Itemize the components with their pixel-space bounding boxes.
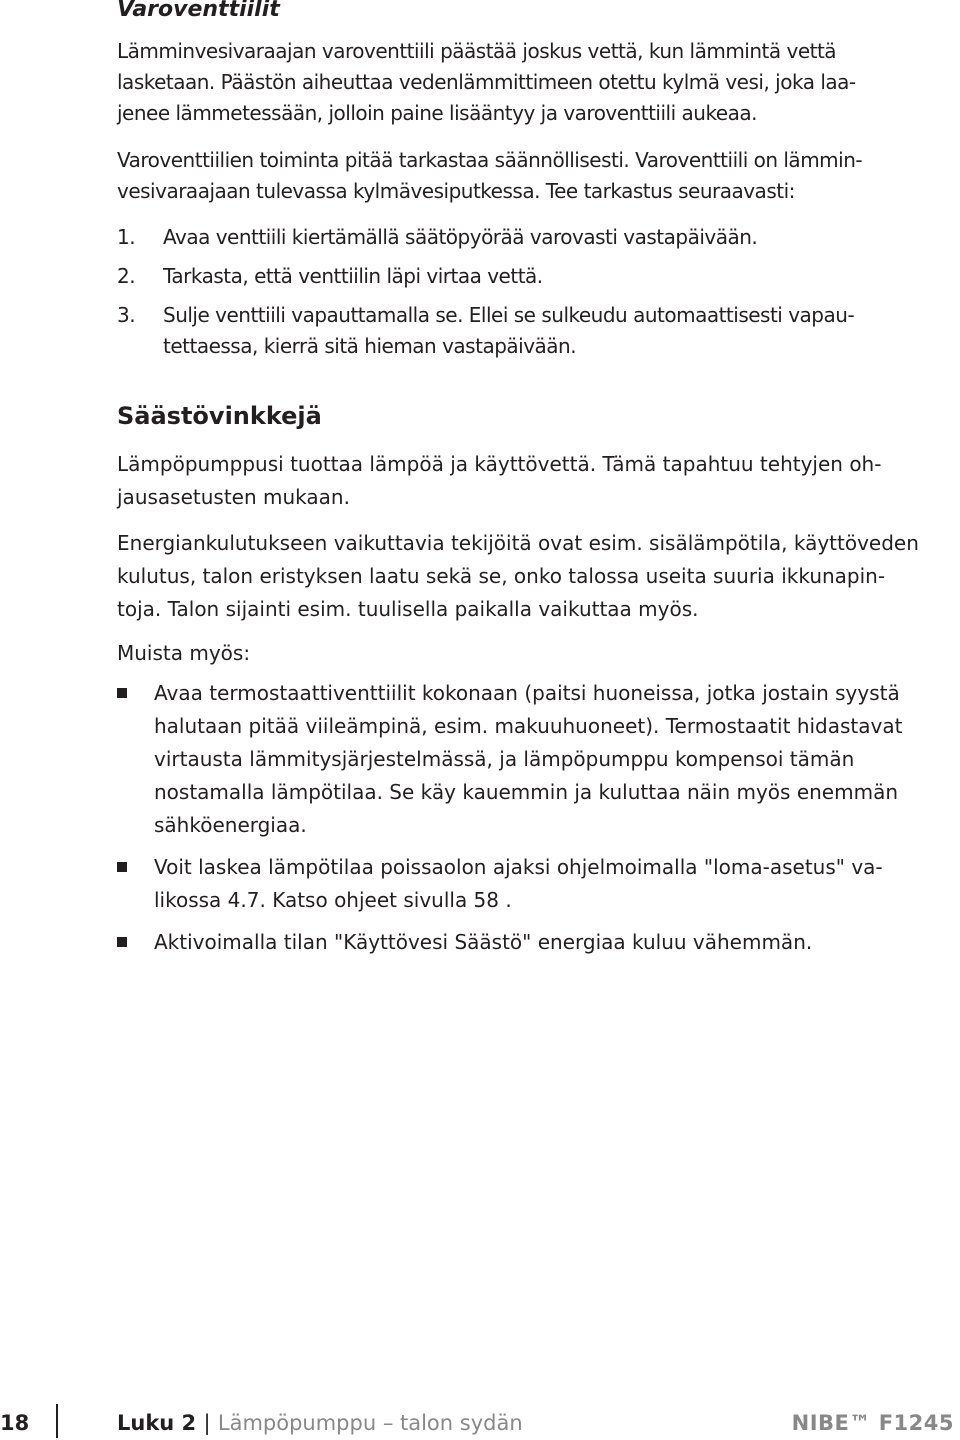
text-line: sähköenergiaa. — [154, 813, 307, 837]
chapter-title: Lämpöpumppu – talon sydän — [217, 1411, 523, 1435]
text-line: vesivaraajaan tulevassa kylmävesiputkessa. Tee tarkastus seuraavasti: — [117, 179, 795, 203]
chapter-label: Luku 2 — [117, 1411, 197, 1435]
list-item — [117, 300, 957, 362]
page-number: 18 — [0, 1411, 30, 1435]
chapter-separator: | — [203, 1411, 211, 1435]
section-heading-saastovinkkeja: Säästövinkkejä — [117, 402, 322, 430]
square-bullet-icon — [117, 937, 127, 947]
paragraph-heat-pump-output — [117, 448, 957, 514]
paragraph-safety-valve-intro — [117, 36, 957, 129]
list-item — [117, 677, 957, 842]
text-line: nostamalla lämpötilaa. Se käy kauemmin ja kuluttaa näin myös enemmän — [154, 780, 898, 804]
list-item-text: Sulje venttiili vapauttamalla se. Ellei se sulkeudu automaattisesti vapau- — [163, 303, 855, 327]
list-number: 1. — [117, 225, 136, 249]
text-line: toja. Talon sijainti esim. tuulisella paikalla vaikuttaa myös. — [117, 597, 699, 621]
text-line: Energiankulutukseen vaikuttavia tekijöitä ovat esim. sisälämpötila, käyttöveden — [117, 531, 919, 555]
text-line: jenee lämmetessään, jolloin paine lisääntyy ja varoventtiili aukeaa. — [117, 101, 757, 125]
list-item-text: Avaa venttiili kiertämällä säätöpyörää varovasti vastapäivään. — [163, 225, 758, 249]
text-line: Voit laskea lämpötilaa poissaolon ajaksi ohjelmoimalla "loma-asetus" va- — [154, 855, 883, 879]
list-item-text: Tarkasta, että venttiilin läpi virtaa vettä. — [163, 264, 543, 288]
square-bullet-icon — [117, 688, 127, 698]
paragraph-safety-valve-check — [117, 145, 957, 207]
text-line: Lämminvesivaraajan varoventtiili päästää joskus vettä, kun lämmintä vettä — [117, 39, 837, 63]
text-line: Varoventtiilien toiminta pitää tarkastaa säännöllisesti. Varoventtiili on lämmin- — [117, 148, 863, 172]
text-line: Avaa termostaattiventtiilit kokonaan (paitsi huoneissa, jotka jostain syystä — [154, 681, 900, 705]
brand-label: NIBE™ F1245 — [791, 1411, 954, 1435]
paragraph-energy-factors — [117, 527, 957, 626]
text-line: lasketaan. Päästön aiheuttaa vedenlämmittimeen otettu kylmä vesi, joka laa- — [117, 70, 856, 94]
square-bullet-icon — [117, 862, 127, 872]
list-number: 2. — [117, 264, 136, 288]
footer-divider — [56, 1404, 58, 1438]
list-item — [117, 926, 957, 959]
text-line: jausasetusten mukaan. — [117, 485, 350, 509]
list-item-text: tettaessa, kierrä sitä hieman vastapäivään. — [163, 334, 577, 358]
list-number: 3. — [117, 303, 136, 327]
numbered-list — [117, 222, 957, 362]
text-line: Lämpöpumppusi tuottaa lämpöä ja käyttövettä. Tämä tapahtuu tehtyjen oh- — [117, 452, 882, 476]
text-line: Muista myös: — [117, 641, 251, 665]
list-item — [117, 222, 957, 253]
text-line: kulutus, talon eristyksen laatu sekä se, onko talossa useita suuria ikkunapin- — [117, 564, 886, 588]
text-line: likossa 4.7. Katso ohjeet sivulla 58 . — [154, 888, 512, 912]
text-line: virtausta lämmitysjärjestelmässä, ja lämpöpumppu kompensoi tämän — [154, 747, 855, 771]
text-line: halutaan pitää viileämpinä, esim. makuuhuoneet). Termostaatit hidastavat — [154, 714, 903, 738]
bullet-list — [117, 677, 957, 959]
list-item — [117, 261, 957, 292]
text-line: Aktivoimalla tilan "Käyttövesi Säästö" energiaa kuluu vähemmän. — [154, 930, 813, 954]
list-item — [117, 851, 957, 917]
section-heading-varoventtiilit: Varoventtiilit — [117, 0, 280, 22]
footer-chapter — [117, 1408, 523, 1438]
paragraph-remember — [117, 637, 957, 670]
